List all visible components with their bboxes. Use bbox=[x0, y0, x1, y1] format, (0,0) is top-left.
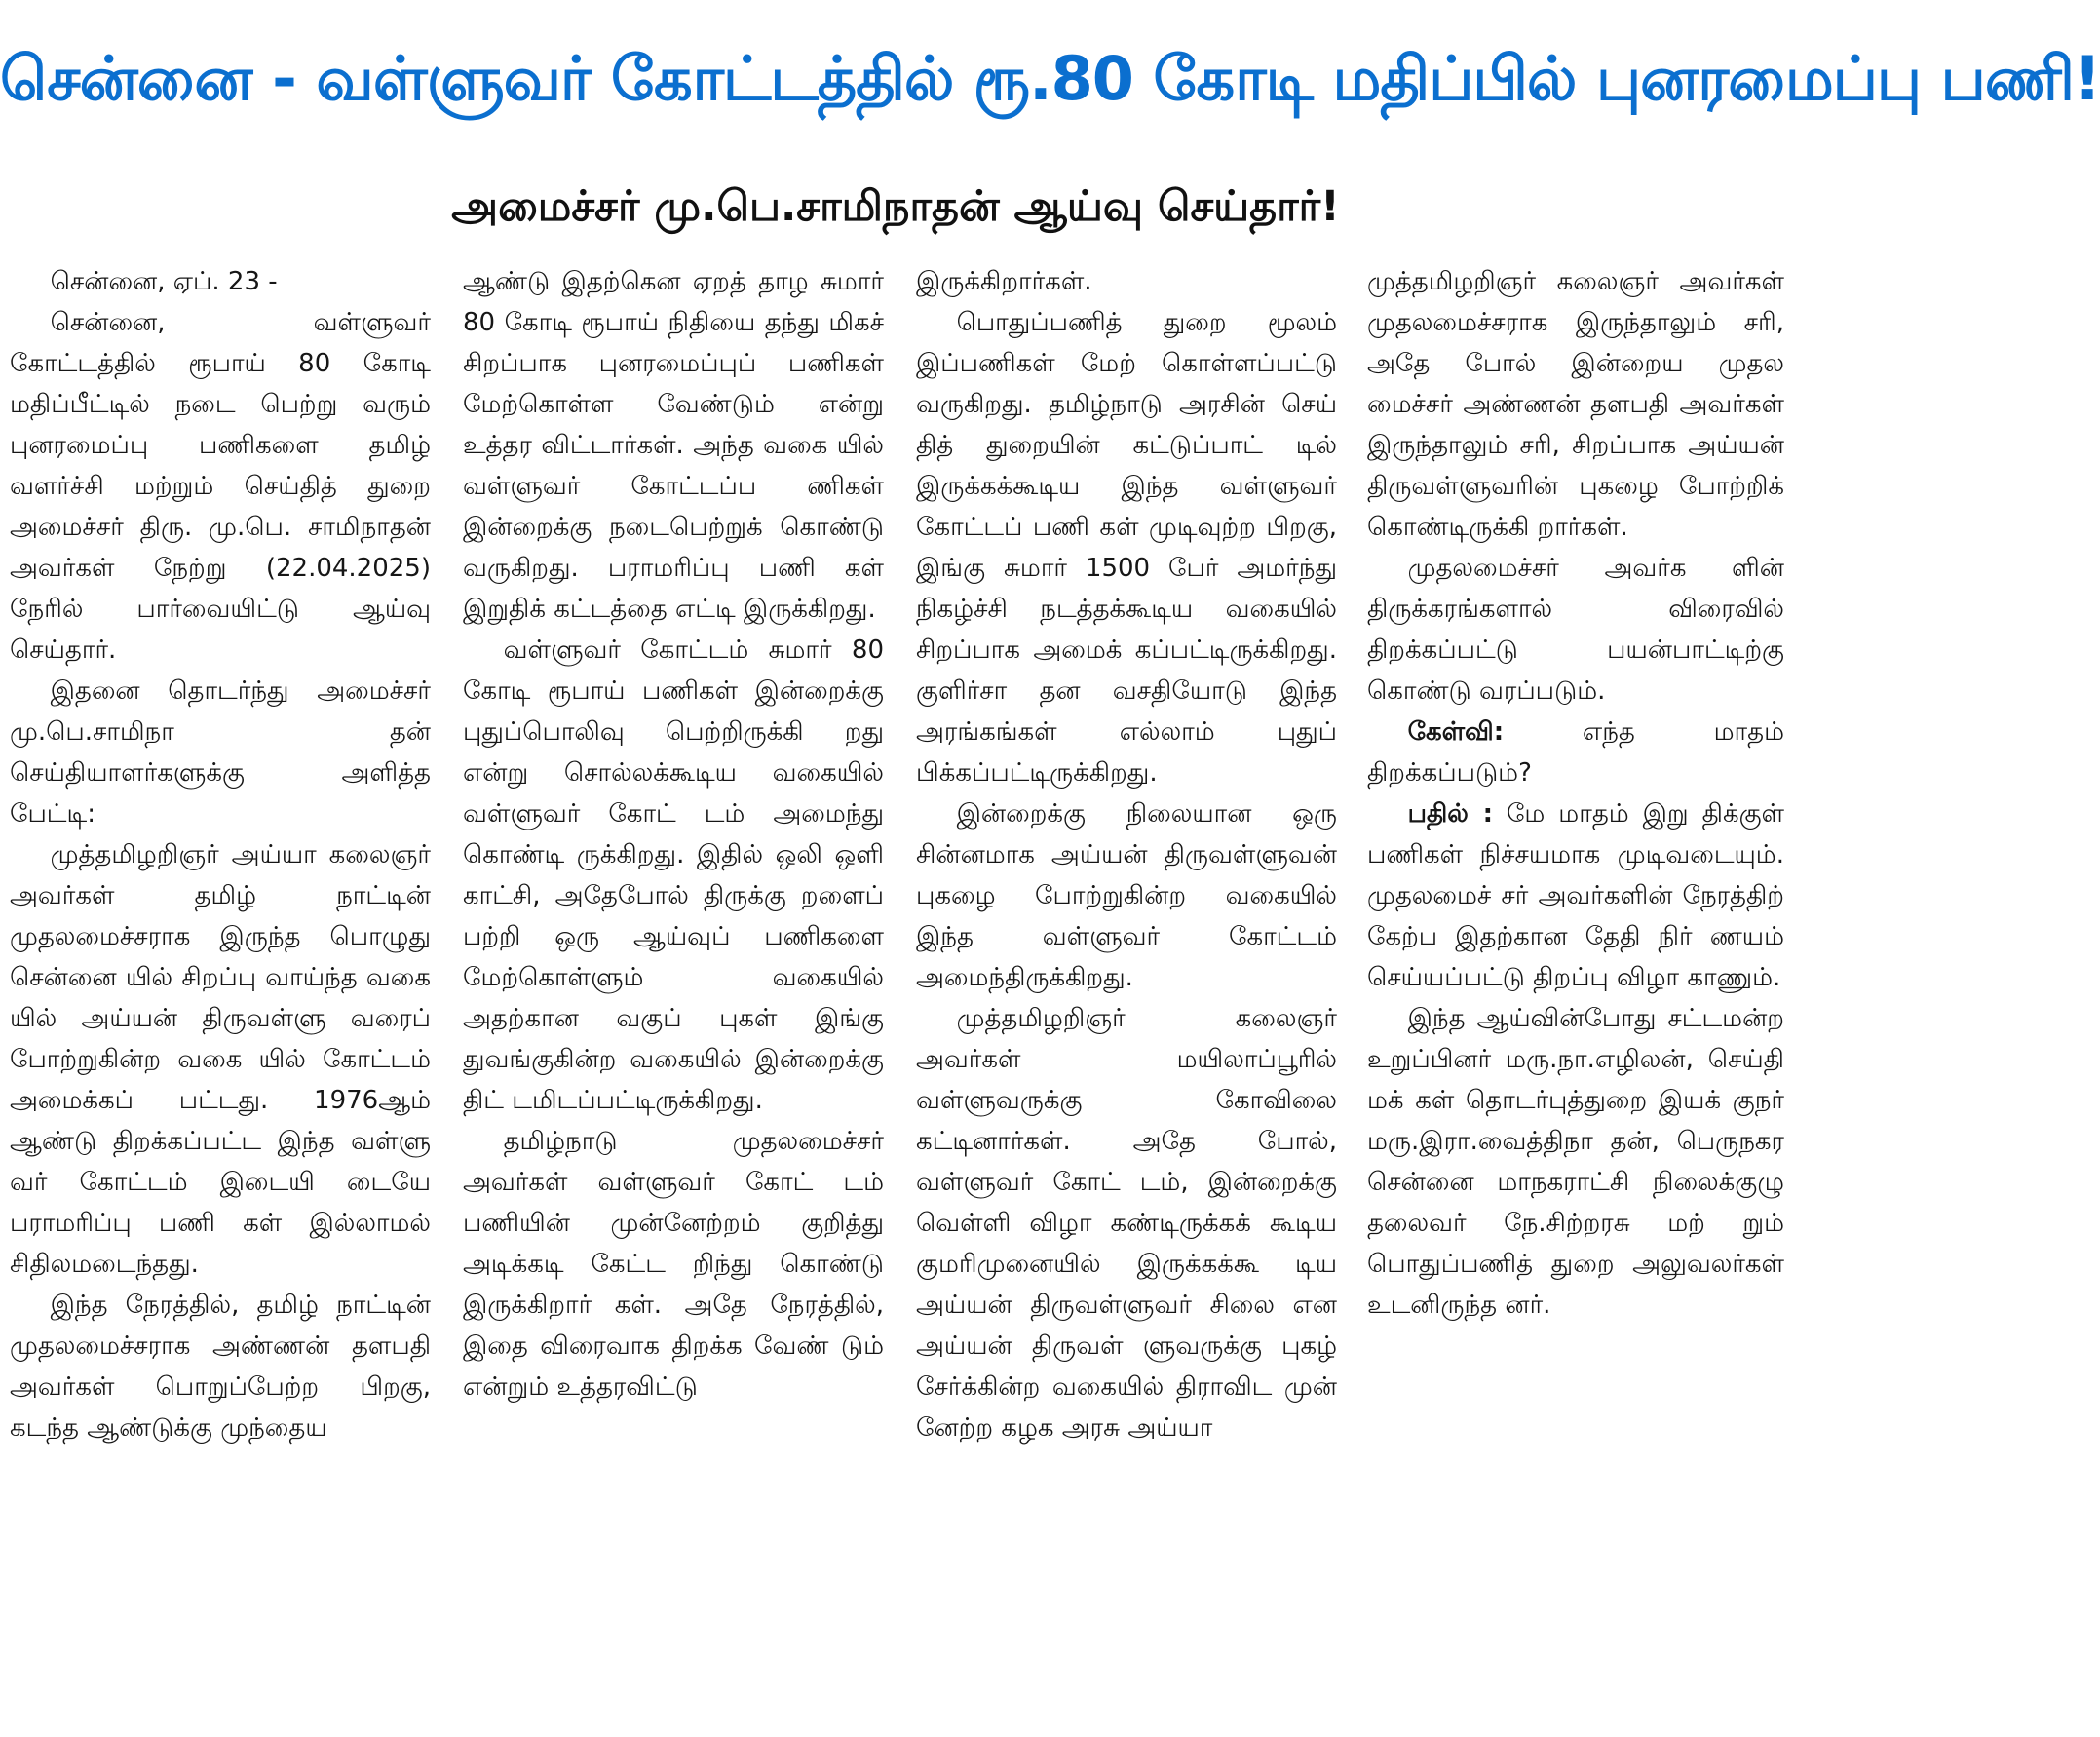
column-2 bbox=[463, 261, 884, 1723]
column-4 bbox=[1367, 261, 1784, 1723]
paragraph: முத்தமிழறிஞர் அய்யா கலைஞர் அவர்கள் தமிழ் நாட்டின் முதலமைச்சராக இருந்த பொழுது சென்னை யில் சிறப்பு வாய்ந்த வகை யில் அய்யன் திருவள்ளு வரைப் போற்றுகின்ற வகை யில் கோட்டம் அமைக்கப் பட்டது. 1976ஆம் ஆண்டு திறக்கப்பட்ட இந்த வள்ளு வர் கோட்டம் இடையி டையே பராமரிப்பு பணி கள் இல்லாமல் சிதிலமடைந்தது. bbox=[10, 840, 431, 1279]
paragraph: ஆண்டு இதற்கென ஏறத் தாழ சுமார் 80 கோடி ரூபாய் நிதியை தந்து மிகச் சிறப்பாக புனரமைப்புப் பணிகள் மேற்கொள்ள வேண்டும் என்று உத்தர விட்டார்கள். அந்த வகை யில் வள்ளுவர் கோட்டப்ப ணிகள் இன்றைக்கு நடைபெற்றுக் கொண்டு வருகிறது. பராமரிப்பு பணி கள் இறுதிக் கட்டத்தை எட்டி இருக்கிறது. bbox=[463, 267, 884, 624]
column-1 bbox=[10, 261, 431, 1723]
paragraph: இந்த நேரத்தில், தமிழ் நாட்டின் முதலமைச்சராக அண்ணன் தளபதி அவர்கள் பொறுப்பேற்ற பிறகு, கடந்த ஆண்டுக்கு முந்தைய bbox=[10, 1291, 431, 1443]
paragraph: முத்தமிழறிஞர் கலைஞர் அவர்கள் முதலமைச்சராக இருந்தாலும் சரி, அதே போல் இன்றைய முதல மைச்சர் அண்ணன் தளபதி அவர்கள் இருந்தாலும் சரி, சிறப்பாக அய்யன் திருவள்ளுவரின் புகழை போற்றிக் கொண்டிருக்கி றார்கள். bbox=[1367, 267, 1784, 542]
paragraph: இருக்கிறார்கள். bbox=[916, 267, 1092, 296]
answer-text: மே மாதம் இறு திக்குள் பணிகள் நிச்சயமாக முடிவடையும். முதலமைச் சர் அவர்களின் நேரத்திற் கேற்ப இதற்கான தேதி நிர் ணயம் செய்யப்பட்டு திறப்பு விழா காணும். bbox=[1367, 799, 1784, 992]
headline: சென்னை - வள்ளுவர் கோட்டத்தில் ரூ.80 கோடி மதிப்பில் புனரமைப்பு பணி! bbox=[0, 43, 2100, 114]
paragraph: இன்றைக்கு நிலையான ஒரு சின்னமாக அய்யன் திருவள்ளுவன் புகழை போற்றுகின்ற வகையில் இந்த வள்ளுவர் கோட்டம் அமைந்திருக்கிறது. bbox=[916, 799, 1337, 992]
subheadline: அமைச்சர் மு.பெ.சாமிநாதன் ஆய்வு செய்தார்! bbox=[451, 182, 1340, 231]
paragraph: வள்ளுவர் கோட்டம் சுமார் 80 கோடி ரூபாய் பணிகள் இன்றைக்கு புதுப்பொலிவு பெற்றிருக்கி றது என்று சொல்லக்கூடிய வகையில் வள்ளுவர் கோட் டம் அமைந்து கொண்டி ருக்கிறது. இதில் ஒலி ஒளி காட்சி, அதேபோல் திருக்கு றளைப் பற்றி ஒரு ஆய்வுப் பணிகளை மேற்கொள்ளும் வகையில் அதற்கான வகுப் புகள் இங்கு துவங்குகின்ற வகையில் இன்றைக்கு திட் டமிடப்பட்டிருக்கிறது. bbox=[463, 636, 884, 1115]
column-3 bbox=[916, 261, 1337, 1723]
question-paragraph bbox=[1367, 712, 1784, 793]
answer-paragraph bbox=[1367, 793, 1784, 998]
paragraph: சென்னை, வள்ளுவர் கோட்டத்தில் ரூபாய் 80 கோடி மதிப்பீட்டில் நடை பெற்று வரும் புனரமைப்பு பணிகளை தமிழ் வளர்ச்சி மற்றும் செய்தித் துறை அமைச்சர் திரு. மு.பெ. சாமிநாதன் அவர்கள் நேற்று (22.04.2025) நேரில் பார்வையிட்டு ஆய்வு செய்தார். bbox=[10, 308, 431, 665]
answer-label: பதில் : bbox=[1407, 799, 1493, 829]
paragraph: தமிழ்நாடு முதலமைச்சர் அவர்கள் வள்ளுவர் கோட் டம் பணியின் முன்னேற்றம் குறித்து அடிக்கடி கேட்ட றிந்து கொண்டு இருக்கிறார் கள். அதே நேரத்தில், இதை விரைவாக திறக்க வேண் டும் என்றும் உத்தரவிட்டு bbox=[463, 1127, 884, 1402]
paragraph: முதலமைச்சர் அவர்க ளின் திருக்கரங்களால் விரைவில் திறக்கப்பட்டு பயன்பாட்டிற்கு கொண்டு வரப்படும். bbox=[1367, 554, 1784, 706]
question-text: எந்த மாதம் திறக்கப்படும்? bbox=[1367, 717, 1784, 788]
paragraph: இந்த ஆய்வின்போது சட்டமன்ற உறுப்பினர் மரு.நா.எழிலன், செய்தி மக் கள் தொடர்புத்துறை இயக் குநர் மரு.இரா.வைத்திநா தன், பெருநகர சென்னை மாநகராட்சி நிலைக்குழு தலைவர் நே.சிற்றரசு மற் றும் பொதுப்பணித் துறை அலுவலர்கள் உடனிருந்த னர். bbox=[1367, 1004, 1784, 1320]
paragraph: பொதுப்பணித் துறை மூலம் இப்பணிகள் மேற் கொள்ளப்பட்டு வருகிறது. தமிழ்நாடு அரசின் செய் தித் துறையின் கட்டுப்பாட் டில் இருக்கக்கூடிய இந்த வள்ளுவர் கோட்டப் பணி கள் முடிவுற்ற பிறகு, இங்கு சுமார் 1500 பேர் அமர்ந்து நிகழ்ச்சி நடத்தக்கூடிய வகையில் சிறப்பாக அமைக் கப்பட்டிருக்கிறது. குளிர்சா தன வசதியோடு இந்த அரங்கங்கள் எல்லாம் புதுப் பிக்கப்பட்டிருக்கிறது. bbox=[916, 308, 1337, 788]
paragraph: முத்தமிழறிஞர் கலைஞர் அவர்கள் மயிலாப்பூரில் வள்ளுவருக்கு கோவிலை கட்டினார்கள். அதே போல், வள்ளுவர் கோட் டம், இன்றைக்கு வெள்ளி விழா கண்டிருக்கக் கூடிய குமரிமுனையில் இருக்கக்கூ டிய அய்யன் திருவள்ளுவர் சிலை என அய்யன் திருவள் ளுவருக்கு புகழ் சேர்க்கின்ற வகையில் திராவிட முன் னேற்ற கழக அரசு அய்யா bbox=[916, 1004, 1337, 1443]
dateline: சென்னை, ஏப். 23 - bbox=[50, 267, 278, 296]
paragraph: இதனை தொடர்ந்து அமைச்சர் மு.பெ.சாமிநா தன் செய்தியாளர்களுக்கு அளித்த பேட்டி: bbox=[10, 676, 431, 829]
question-label: கேள்வி: bbox=[1407, 717, 1505, 747]
